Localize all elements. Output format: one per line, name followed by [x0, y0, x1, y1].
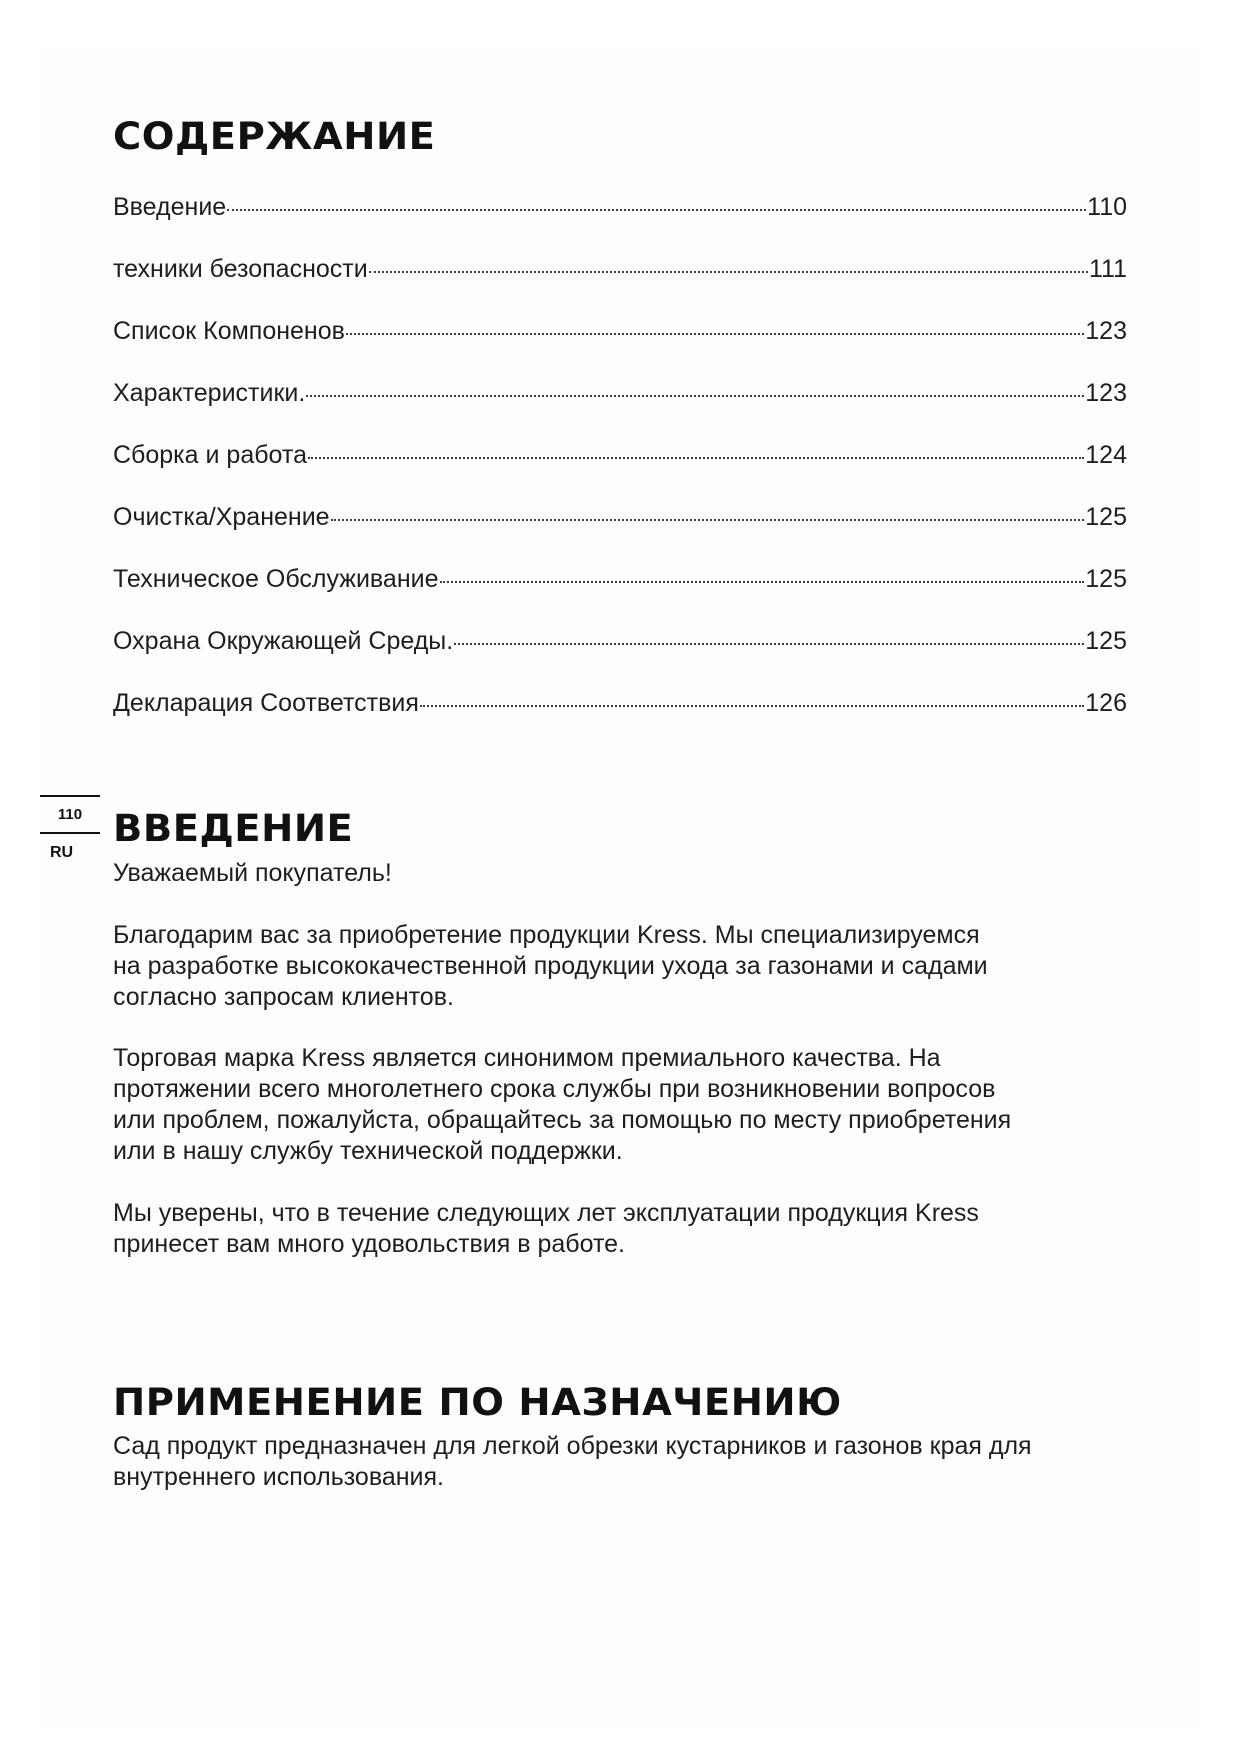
toc-entry[interactable]: [113, 193, 1127, 255]
toc-entry-label: Очистка/Хранение: [113, 503, 330, 531]
toc-dot-leader: [420, 705, 1084, 707]
toc-entry[interactable]: [113, 503, 1127, 565]
toc-dot-leader: [331, 519, 1085, 521]
intro-greeting: Уважаемый покупатель!: [113, 859, 392, 887]
intro-title: ВВЕДЕНИЕ: [113, 807, 354, 850]
language-code: RU: [50, 844, 74, 861]
text-line: на разработке высококачественной продукции ухода за газонами и садами: [113, 952, 988, 980]
text-line: согласно запросам клиентов.: [113, 983, 454, 1011]
toc-entry-page: 124: [1085, 441, 1127, 469]
text-line: Мы уверены, что в течение следующих лет эксплуатации продукция Kress: [113, 1199, 979, 1227]
toc-entry[interactable]: [113, 627, 1127, 689]
purpose-paragraph: [113, 1431, 1123, 1493]
text-line: или в нашу службу технической поддержки.: [113, 1137, 623, 1165]
toc-dot-leader: [308, 457, 1084, 459]
table-of-contents: [113, 193, 1127, 751]
intro-paragraph-2: [113, 1043, 1123, 1167]
toc-dot-leader: [440, 581, 1085, 583]
toc-entry[interactable]: [113, 379, 1127, 441]
toc-entry-label: техники безопасности: [113, 255, 368, 283]
intro-paragraph-1: [113, 920, 1123, 1013]
text-line: или проблем, пожалуйста, обращайтесь за помощью по месту приобретения: [113, 1106, 1012, 1134]
toc-dot-leader: [369, 271, 1088, 273]
toc-entry-label: Техническое Обслуживание: [113, 565, 439, 593]
toc-entry[interactable]: [113, 689, 1127, 751]
toc-entry-label: Введение: [113, 193, 227, 221]
toc-dot-leader: [306, 395, 1084, 397]
intro-paragraph-3: [113, 1198, 1123, 1260]
toc-dot-leader: [454, 643, 1084, 645]
toc-entry-page: 125: [1085, 627, 1127, 655]
toc-entry-page: 123: [1085, 317, 1127, 345]
page-number: 110: [57, 806, 83, 823]
toc-entry-page: 125: [1085, 503, 1127, 531]
toc-entry[interactable]: [113, 255, 1127, 317]
text-line: внутреннего использования.: [113, 1463, 444, 1491]
text-line: Благодарим вас за приобретение продукции Kress. Мы специализируемся: [113, 921, 980, 949]
toc-entry-page: 125: [1085, 565, 1127, 593]
purpose-title: ПРИМЕНЕНИЕ ПО НАЗНАЧЕНИЮ: [113, 1381, 842, 1424]
toc-entry[interactable]: [113, 317, 1127, 379]
toc-entry-page: 110: [1087, 193, 1127, 221]
toc-dot-leader: [346, 333, 1084, 335]
toc-entry-page: 111: [1088, 255, 1127, 283]
text-line: протяжении всего многолетнего срока службы при возникновении вопросов: [113, 1075, 996, 1103]
toc-entry-page: 123: [1085, 379, 1127, 407]
text-line: Торговая марка Kress является синонимом премиального качества. На: [113, 1044, 941, 1072]
toc-entry-label: Декларация Соответствия: [113, 689, 419, 717]
text-line: принесет вам много удовольствия в работе.: [113, 1230, 625, 1258]
page-side-marker: [40, 795, 100, 862]
toc-title: СОДЕРЖАНИЕ: [113, 115, 436, 158]
toc-entry-label: Охрана Окружающей Среды.: [113, 627, 454, 655]
toc-entry-page: 126: [1085, 689, 1127, 717]
text-line: Сад продукт предназначен для легкой обрезки кустарников и газонов края для: [113, 1432, 1032, 1460]
toc-entry-label: Характеристики.: [113, 379, 306, 407]
toc-dot-leader: [227, 209, 1086, 211]
toc-entry[interactable]: [113, 441, 1127, 503]
toc-entry[interactable]: [113, 565, 1127, 627]
toc-entry-label: Список Компоненов: [113, 317, 345, 345]
toc-entry-label: Сборка и работа: [113, 441, 307, 469]
